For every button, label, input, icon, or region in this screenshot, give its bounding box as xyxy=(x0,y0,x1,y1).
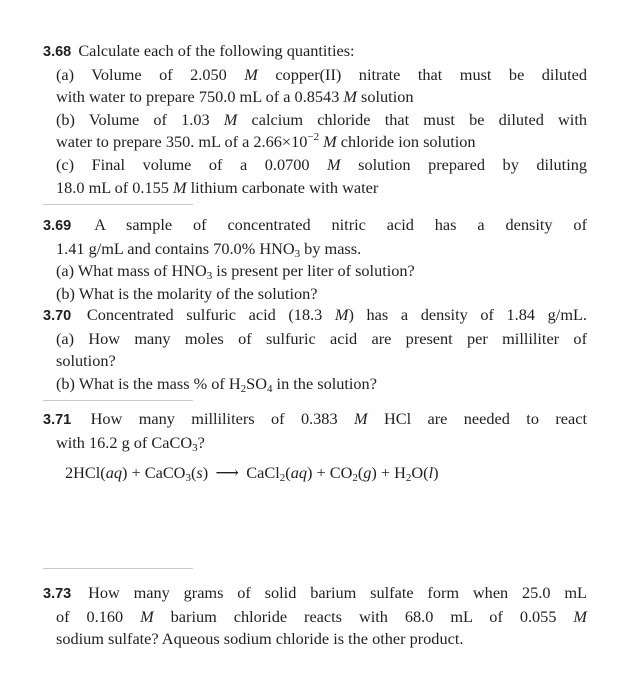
problem-number: 3.68 xyxy=(43,44,72,60)
problem-3-73-line3: sodium sulfate? Aqueous sodium chloride is the other product. xyxy=(56,629,464,649)
section-divider xyxy=(43,400,193,401)
problem-3-73-line1: 3.73 How many grams of solid barium sulfate form when 25.0 mL xyxy=(43,583,587,602)
problem-3-71 xyxy=(43,408,587,485)
problem-3-68-part-a-line2: with water to prepare 750.0 mL of a 0.8543 M solution xyxy=(56,87,414,107)
problem-3-68 xyxy=(43,40,587,199)
problem-3-68-part-b-line1: (b) Volume of 1.03 M calcium chloride that must be diluted with xyxy=(56,109,587,129)
section-divider xyxy=(43,204,193,205)
problem-3-68-part-a-line1: (a) Volume of 2.050 M copper(II) nitrate that must be diluted xyxy=(56,64,588,84)
reaction-arrow-icon: ⟶ xyxy=(215,463,239,483)
problem-3-71-line1: 3.71 How many milliliters of 0.383 M HCl are needed to react xyxy=(43,409,587,428)
problem-3-69-line2: 1.41 g/mL and contains 70.0% $HNO_3$ by mass. xyxy=(56,238,362,260)
chemical-equation: 2HCl(aq) + CaCO$_3$(s) ⟶ CaCl$_2$(aq) + $CO_2(g) + H_2O(l)$ xyxy=(65,463,439,485)
problem-3-69-part-b: (b) What is the molarity of the solution? xyxy=(56,283,318,303)
problem-3-70-line1: 3.70 Concentrated sulfuric acid (18.3 M) has a density of 1.84 g/mL. xyxy=(43,305,588,324)
problem-3-69-part-a: (a) What mass of $HNO_3$ is present per liter of solution? xyxy=(56,261,415,283)
problem-3-73 xyxy=(43,582,587,651)
problem-3-68-part-c-line1: (c) Final volume of a 0.0700 M solution prepared by diluting xyxy=(56,154,588,174)
problem-3-69-line1: 3.69 A sample of concentrated nitric acid has a density of xyxy=(43,215,587,234)
problem-3-70 xyxy=(43,304,587,395)
problem-3-70-part-b: (b) What is the mass % of $H_2SO_4$ in the solution? xyxy=(56,373,377,395)
problem-number: 3.71 xyxy=(43,412,72,428)
problem-3-68-part-c-line2: 18.0 mL of 0.155 M lithium carbonate with water xyxy=(56,177,379,197)
problem-3-69 xyxy=(43,214,587,305)
problem-number: 3.69 xyxy=(43,218,72,234)
problem-3-68-part-b-line2: water to prepare 350. mL of a $2.66\times 10^{-2}$ M chloride ion solution xyxy=(56,131,476,152)
problem-number: 3.70 xyxy=(43,308,72,324)
problem-3-71-line2: with 16.2 g of CaCO$_3$? xyxy=(56,432,205,454)
problem-number: 3.73 xyxy=(43,586,72,602)
section-divider xyxy=(43,568,193,569)
problem-3-70-part-a-line1: (a) How many moles of sulfuric acid are present per milliliter of xyxy=(56,328,587,348)
problem-3-68-header: 3.68 Calculate each of the following quantities: xyxy=(43,41,355,60)
problem-3-70-part-a-line2: solution? xyxy=(56,351,116,371)
problem-3-73-line2: of 0.160 M barium chloride reacts with 68.0 mL of 0.055 M xyxy=(56,606,587,626)
